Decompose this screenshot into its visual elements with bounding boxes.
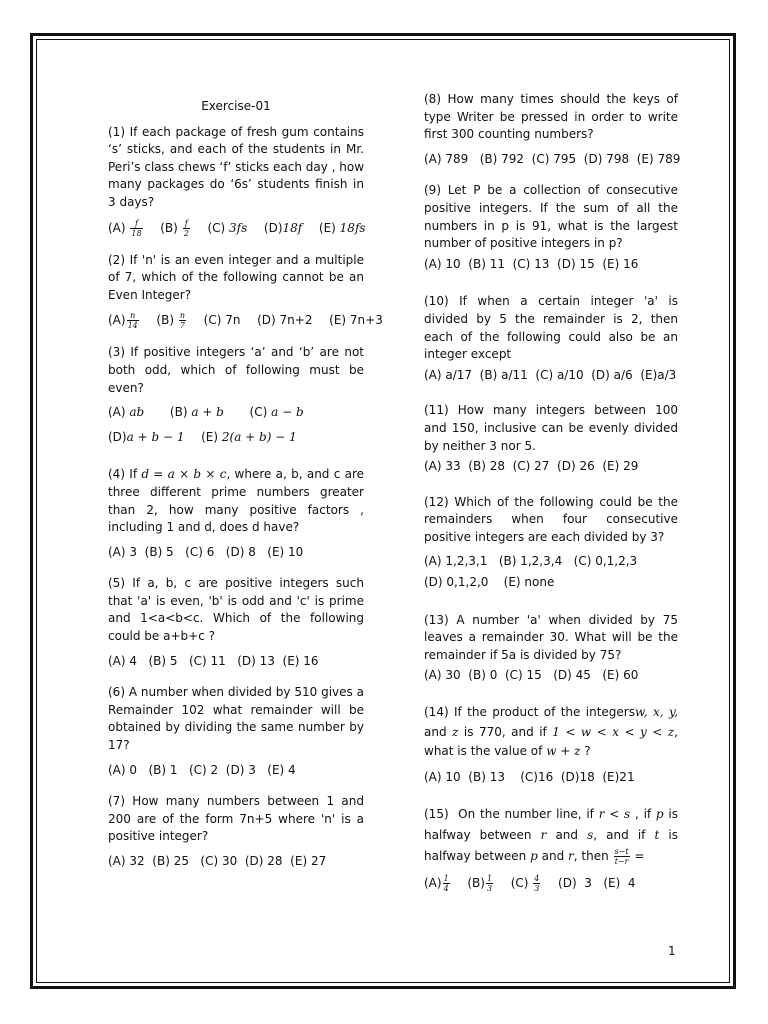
question-14-text: (14) If the product of the integersw, x, y, and z is 770, and if 1 < w < x < y < z, what is the value of w + z ?	[424, 705, 679, 759]
right-column	[424, 91, 681, 907]
question-12-options-row1: (A) 1,2,3,1 (B) 1,2,3,4 (C) 0,1,2,3	[424, 554, 638, 569]
question-7-options: (A) 32 (B) 25 (C) 30 (D) 28 (E) 27	[108, 854, 327, 868]
option-c: (C) 7n	[203, 313, 241, 328]
question-3	[108, 344, 364, 446]
question-1-options	[108, 219, 364, 238]
question-10-text: (10) If when a certain integer 'a' is divided by 5 the remainder is 2, then each of the following could also be an integer except	[424, 294, 678, 362]
option-a-label: (A)	[108, 220, 126, 235]
option-e-label: (E)	[318, 220, 336, 235]
question-11-options: (A) 33 (B) 28 (C) 27 (D) 26 (E) 29	[424, 459, 639, 474]
option-b-label: (B)	[160, 220, 178, 235]
question-13-text: (13) A number 'a' when divided by 75 leaves a remainder 30. What will be the remainder if 5a is divided by 75?	[424, 612, 678, 662]
question-4	[108, 466, 364, 561]
option-a-label: (A)	[108, 313, 126, 328]
question-5	[108, 575, 364, 670]
question-13	[424, 612, 678, 685]
left-column	[108, 98, 383, 885]
question-8-text: (8) How many times should the keys of type Writer be pressed in order to write first 300 counting numbers?	[424, 92, 678, 142]
option-c-value: 3fs	[229, 220, 248, 235]
question-2	[108, 252, 383, 331]
question-5-options: (A) 4 (B) 5 (C) 11 (D) 13 (E) 16	[108, 653, 319, 668]
page-number: 1	[668, 944, 676, 958]
question-11-text: (11) How many integers between 100 and 150, inclusive can be evenly divided by neither 3 nor 5.	[424, 403, 678, 453]
question-15	[424, 804, 678, 893]
question-6-text: (6) A number when divided by 510 gives a Remainder 102 what remainder will be obtained by dividing the same number by 17?	[108, 685, 364, 753]
option-d-value: 18f	[282, 220, 303, 235]
question-2-text: (2) If 'n' is an even integer and a multiple of 7, which of the following cannot be an Even Integer?	[108, 252, 364, 302]
option-b-fraction: $\frac{n}{7}$	[179, 311, 186, 331]
question-9-options: (A) 10 (B) 11 (C) 13 (D) 15 (E) 16	[424, 256, 639, 271]
question-1-text: (1) If each package of fresh gum contains ‘s’ sticks, and each of the students in Mr. Peri’s class chews ‘f’ sticks each day , how many packages do ‘6s’ students finish in 3 days?	[108, 124, 365, 209]
question-13-options: (A) 30 (B) 0 (C) 15 (D) 45 (E) 60	[424, 668, 639, 683]
question-15-options: (A) $\frac{1}{4}$ (B) $\frac{1}{3}$ (C) $\frac{4}{3}$ (D) 3 (E) 4	[424, 874, 636, 894]
question-5-text: (5) If a, b, c are positive integers such that 'a' is even, 'b' is odd and 'c' is prime and 1<a<b<c. Which of the following could be a+b+c ?	[108, 576, 364, 644]
question-4-options: (A) 3 (B) 5 (C) 6 (D) 8 (E) 10	[108, 544, 304, 559]
option-b-label: (B)	[156, 313, 175, 328]
question-3-options-row1: (A) ab (B) a + b (C) a − b	[108, 405, 304, 420]
option-d: (D) 7n+2	[257, 313, 313, 328]
option-c-label: (C)	[207, 220, 226, 235]
question-3-text: (3) If positive integers ‘a’ and ‘b’ are not both odd, which of following must be even?	[108, 345, 364, 395]
question-8	[424, 91, 681, 168]
question-14	[424, 703, 678, 786]
question-3-options-row2: (D)a + b − 1 (E) 2(a + b) − 1	[108, 429, 297, 444]
question-1	[108, 124, 364, 238]
option-d-label: (D)	[263, 220, 283, 235]
question-9-text: (9) Let P be a collection of consecutive positive integers. If the sum of all the numbers in p is 91, what is the largest number of positive integers in p?	[424, 183, 678, 251]
question-9	[424, 182, 678, 273]
question-7	[108, 793, 364, 870]
question-8-options: (A) 789 (B) 792 (C) 795 (D) 798 (E) 789	[424, 151, 681, 166]
question-10	[424, 293, 678, 384]
question-6-options: (A) 0 (B) 1 (C) 2 (D) 3 (E) 4	[108, 762, 296, 777]
option-e: (E) 7n+3	[329, 313, 383, 328]
question-2-options	[108, 311, 383, 331]
question-14-options: (A) 10 (B) 13 (C)16 (D)18 (E)21	[424, 769, 635, 784]
exercise-title: Exercise-01	[201, 99, 271, 113]
option-a-fraction: $\frac{f}{18}$	[131, 218, 142, 238]
question-12	[424, 494, 678, 592]
option-e-value: 18fs	[339, 220, 366, 235]
option-a-fraction: $\frac{n}{14}$	[127, 311, 138, 331]
option-b-fraction: $\frac{f}{2}$	[183, 218, 189, 238]
question-7-text: (7) How many numbers between 1 and 200 are of the form 7n+5 where 'n' is a positive integer?	[108, 794, 364, 844]
expression-fraction: $\frac{s-t}{t-r}$	[614, 847, 629, 867]
question-12-options-row2: (D) 0,1,2,0 (E) none	[424, 575, 555, 590]
question-4-text: (4) If d = a × b × c, where a, b, and c are three different prime numbers greater than 2, how many positive factors , including 1 and d, does d have?	[108, 467, 364, 535]
question-6	[108, 684, 364, 779]
question-15-text: (15) On the number line, if r < s , if p is halfway between r and s, and if t is halfway between p and r, then $\frac{s-t}{t-r}$ =	[424, 807, 678, 867]
question-10-options: (A) a/17 (B) a/11 (C) a/10 (D) a/6 (E)a/3	[424, 367, 677, 382]
question-11	[424, 402, 678, 475]
question-12-text: (12) Which of the following could be the remainders when four consecutive positive integers are each divided by 3?	[424, 494, 678, 544]
